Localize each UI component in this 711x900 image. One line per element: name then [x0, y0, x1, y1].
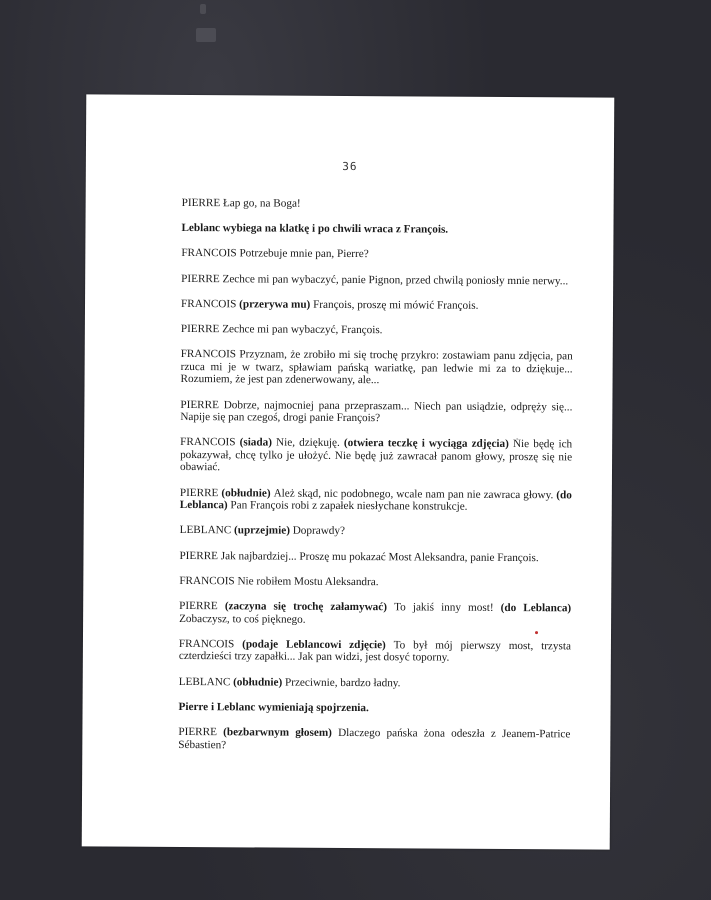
paragraph: [180, 398, 572, 426]
dialogue-text: Zobaczysz, to coś pięknego.: [179, 612, 306, 626]
dialogue-text: Dobrze, najmocniej pana przepraszam... Niech pan usiądzie, odpręży się... Napije się pan czegoś, drogi panie François?: [180, 398, 573, 425]
paragraph: [181, 273, 573, 288]
dialogue-text: Zechce mi pan wybaczyć, François.: [222, 323, 383, 337]
dialogue-text: To był mój pierwszy most, trzysta czterdzieści trzy zapałki... Jak pan widzi, jest dosyć toporny.: [178, 639, 571, 664]
paragraph: [181, 247, 573, 262]
dialogue-text: Ależ skąd, nic podobnego, wcale nam pan nie zawraca głowy.: [273, 487, 557, 501]
stage-direction: (zaczyna się trochę załamywać): [224, 600, 395, 614]
stage-direction: (uprzejmie): [233, 524, 293, 538]
stage-direction: (siada): [239, 436, 277, 449]
speaker-name: FRANCOIS: [180, 436, 240, 449]
paragraph: [180, 436, 572, 476]
stage-direction: (bezbarwnym głosem): [223, 726, 339, 739]
dialogue-text: Łap go, na Boga!: [222, 197, 301, 210]
dialogue-text: Potrzebuje mnie pan, Pierre?: [239, 247, 369, 261]
dialogue-text: Nie robiłem Mostu Aleksandra.: [237, 575, 379, 589]
paragraph: [180, 524, 572, 539]
stage-direction: Leblanc wybiega na klatkę i po chwili wraca z François.: [181, 222, 449, 236]
dialogue-text: Przyznam, że zrobiło mi się trochę przykro: zostawiam panu zdjęcia, pan rzuca mi je w twarz, spławiam pańską wariatkę, pan ledwie mi za to dziękuje... Rozumiem, że jest pan zdenerwowany, ale...: [180, 348, 573, 387]
speaker-name: FRANCOIS: [180, 297, 240, 311]
paragraph: [182, 197, 574, 212]
paragraph: [181, 298, 573, 313]
stage-direction: (otwiera teczkę i wyciąga zdjęcia): [343, 437, 514, 451]
document-page: [82, 94, 615, 849]
dialogue-text: Nie będę ich pokazywał, chcę tylko je ułożyć. Nie będę już zawracał panom głowy, proszę się nie obawiać.: [179, 438, 573, 474]
speaker-name: PIERRE: [179, 549, 221, 562]
paragraph: [179, 575, 571, 590]
dialogue-text: Dlaczego pańska żona odeszła z Jeanem-Patrice Sébastien?: [178, 726, 571, 751]
stage-direction: Pierre i Leblanc wymieniają spojrzenia.: [178, 700, 369, 714]
paragraph: [180, 487, 572, 515]
stage-direction: (do Leblanca): [500, 601, 572, 615]
paragraph: [179, 701, 571, 716]
stage-direction: (obłudnie): [221, 486, 274, 500]
speaker-name: PIERRE: [180, 398, 224, 411]
dialogue-text: To jakiś inny most!: [394, 601, 501, 614]
paragraph: [181, 323, 573, 338]
paragraph: [181, 222, 573, 237]
speaker-name: PIERRE: [181, 196, 224, 210]
speaker-name: FRANCOIS: [180, 348, 240, 361]
dialogue-text: Jak najbardziej... Proszę mu pokazać Most Aleksandra, panie François.: [220, 549, 539, 564]
page-number: 36: [342, 159, 358, 174]
speaker-name: LEBLANC: [179, 524, 235, 537]
speaker-name: LEBLANC: [178, 675, 234, 688]
paragraph: [179, 638, 571, 666]
dialogue-text: Przeciwnie, bardzo ładny.: [284, 676, 401, 689]
stage-direction: (do Leblanca): [179, 488, 572, 512]
paragraph: [178, 726, 570, 754]
speaker-name: PIERRE: [180, 322, 223, 336]
speaker-name: PIERRE: [178, 725, 224, 739]
speaker-name: PIERRE: [181, 272, 223, 285]
paragraph: [181, 348, 573, 388]
paragraph: [179, 600, 571, 628]
dialogue-text: Doprawdy?: [292, 525, 345, 538]
speaker-name: FRANCOIS: [178, 637, 243, 651]
speaker-name: FRANCOIS: [181, 247, 240, 260]
speaker-name: FRANCOIS: [179, 574, 238, 588]
stage-direction: (obłudnie): [233, 675, 286, 689]
dialogue-text: François, proszę mi mówić François.: [313, 298, 479, 312]
stage-direction: (podaje Leblancowi zdjęcie): [242, 638, 394, 652]
dialogue-text: Nie, dziękuję.: [276, 436, 344, 450]
scan-artifact: [196, 28, 216, 42]
dialogue-text: Zechce mi pan wybaczyć, panie Pignon, przed chwilą poniosły mnie nerwy...: [222, 272, 569, 287]
paragraph: [179, 550, 571, 565]
dialogue-text: Pan François robi z zapałek niesłychane konstrukcje.: [230, 499, 468, 513]
speaker-name: PIERRE: [179, 486, 222, 499]
paragraph: [179, 676, 571, 691]
speaker-name: PIERRE: [179, 599, 225, 613]
stage-direction: (przerywa mu): [239, 298, 314, 311]
scan-artifact: [200, 4, 206, 14]
script-text: [178, 197, 573, 766]
